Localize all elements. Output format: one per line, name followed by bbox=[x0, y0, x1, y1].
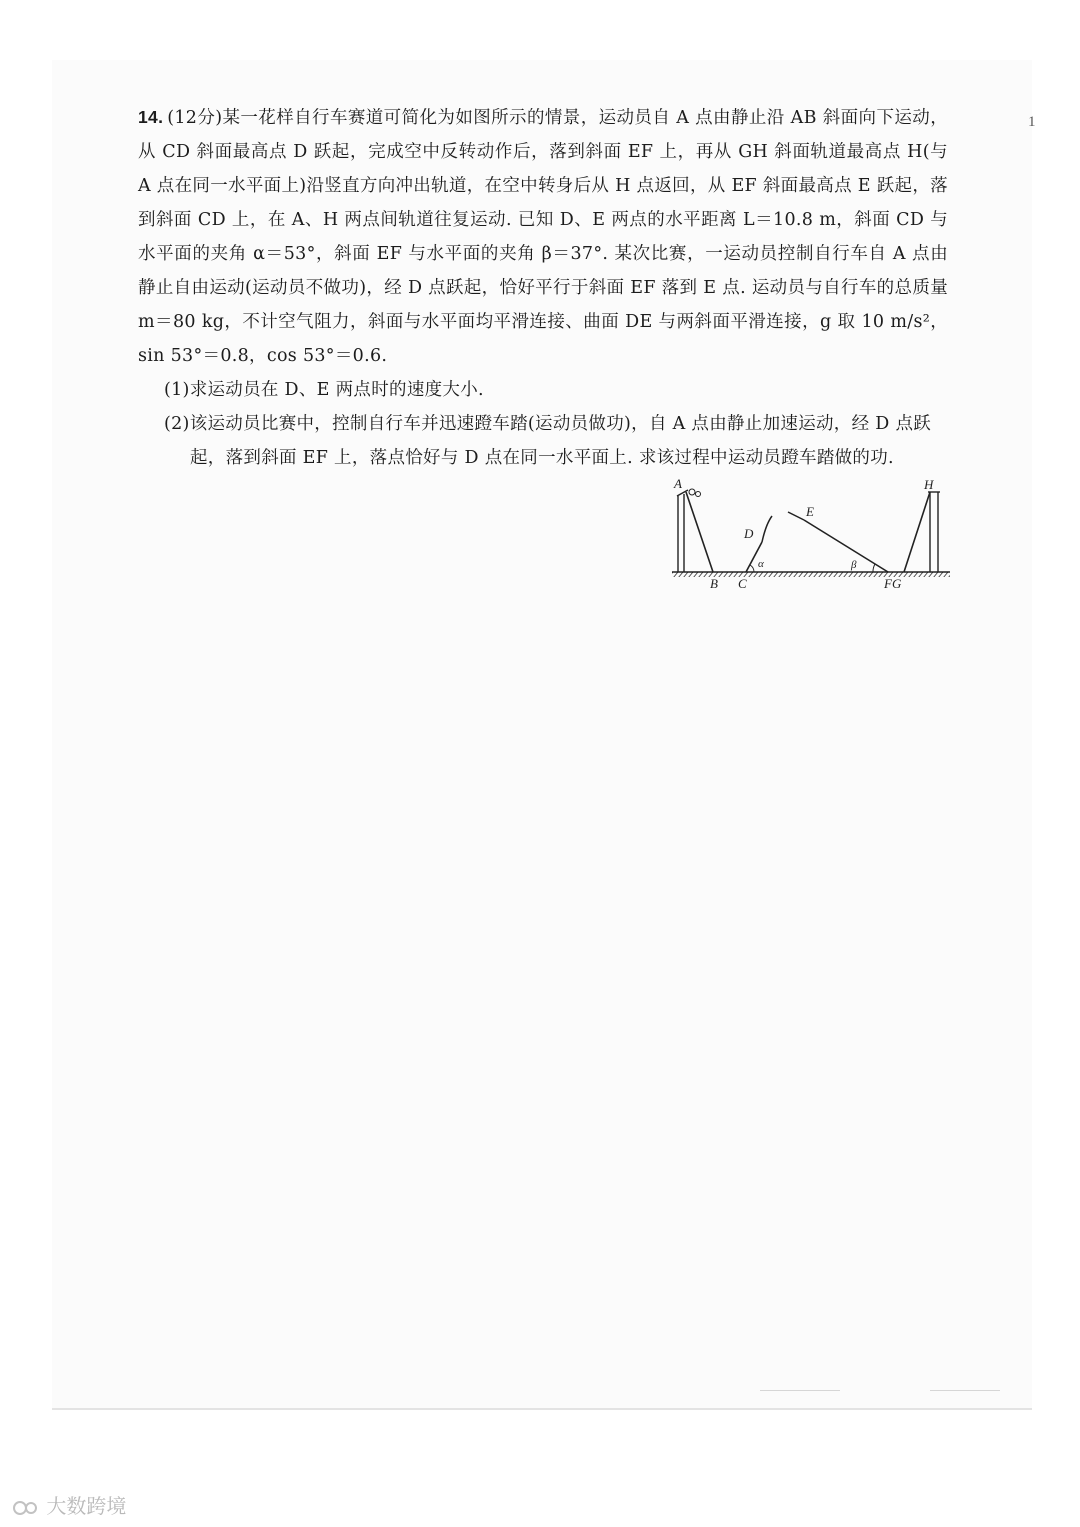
label-alpha: α bbox=[758, 558, 764, 570]
watermark bbox=[12, 1490, 126, 1519]
page-number: 1 bbox=[1028, 114, 1036, 130]
scan-artifact bbox=[930, 1390, 1000, 1391]
question-number: 14. bbox=[138, 107, 164, 127]
track-diagram bbox=[668, 476, 952, 596]
angle-alpha-arc bbox=[750, 565, 754, 572]
slope-ab bbox=[686, 492, 713, 572]
slope-ef bbox=[804, 520, 888, 572]
problem-text: (12分)某一花样自行车赛道可简化为如图所示的情景，运动员自 A 点由静止沿 AB 斜面向下运动，从 CD 斜面最高点 D 跃起，完成空中反转动作后，落到斜面 EF 上，再从 GH 斜面轨道最高点 H(与 A 点在同一水平面上)沿竖直方向冲出轨道，在空中转身后从 H 点返回，从 EF 斜面最高点 E 跃起，落到斜面 CD 上，在 A、H 两点间轨道往复运动. 已知 D、E 两点的水平距离 L＝10.8 m，斜面 CD 与水平面的夹角 α＝53°，斜面 EF 与水平面的夹角 β＝37°. 某次比赛，一运动员控制自行车自 A 点由静止自由运动(运动员不做功)，经 D 点跃起，恰好平行于斜面 EF 落到 E 点. 运动员与自行车的总质量 m＝80 kg，不计空气阻力，斜面与水平面均平滑连接、曲面 DE 与两斜面平滑连接，g 取 10 m/s²，sin 53°＝0.8，cos 53°＝0.6. bbox=[138, 108, 948, 366]
slope-gh bbox=[904, 492, 930, 572]
label-e: E bbox=[806, 504, 814, 519]
curve-d-part bbox=[762, 516, 772, 542]
cyclist-icon bbox=[689, 489, 695, 495]
label-d: D bbox=[744, 526, 754, 541]
label-c: C bbox=[738, 576, 747, 591]
curve-e-part bbox=[788, 512, 804, 520]
label-beta: β bbox=[851, 559, 857, 571]
cyclist-wheel-icon bbox=[696, 492, 701, 497]
label-b: B bbox=[710, 576, 718, 591]
angle-beta-arc bbox=[873, 564, 875, 572]
label-a: A bbox=[674, 476, 682, 491]
label-h: H bbox=[924, 477, 934, 492]
question-part-1: (1)求运动员在 D、E 两点时的速度大小. bbox=[164, 380, 484, 400]
label-fg: FG bbox=[884, 576, 902, 591]
watermark-text: 大数跨境 bbox=[46, 1494, 127, 1518]
problem-14 bbox=[138, 100, 948, 475]
watermark-logo-icon bbox=[12, 1498, 40, 1518]
question-part-2: (2)该运动员比赛中，控制自行车并迅速蹬车踏(运动员做功)，自 A 点由静止加速运动，经 D 点跃起，落到斜面 EF 上，落点恰好与 D 点在同一水平面上. 求该过程中运动员蹬车踏做的功. bbox=[164, 414, 932, 468]
problem-intro bbox=[138, 100, 948, 373]
scan-artifact bbox=[760, 1390, 840, 1391]
